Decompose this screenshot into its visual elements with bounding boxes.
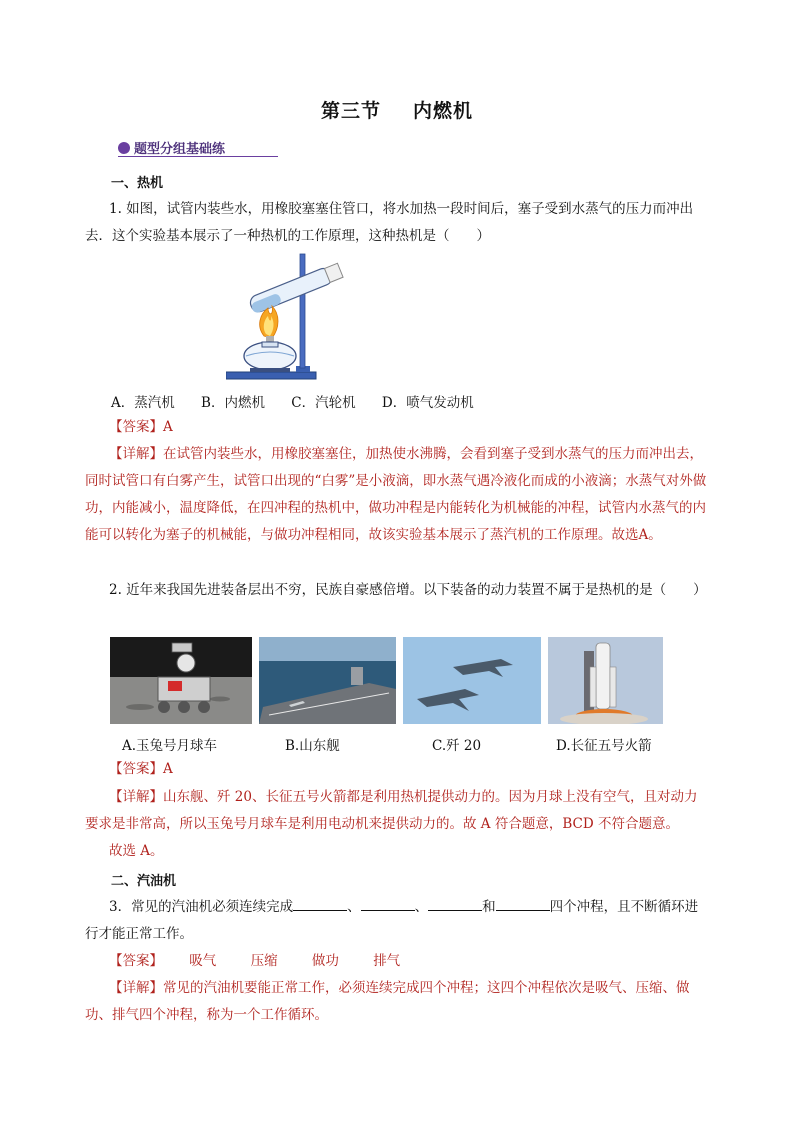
question-2-detail: 【详解】山东舰、歼 20、长征五号火箭都是利用热机提供动力的。因为月球上没有空气，且对动力要求是非常高，所以玉兔号月球车是利用电动机来提供动力的。故 A 符合题意，BCD 不符合题意。 [85, 789, 698, 832]
title-part-2: 内燃机 [413, 100, 474, 122]
question-3-text: 3．常见的汽油机必须连续完成 、 、 和 四个冲程，且不断循环进行才能正常工作。 [85, 899, 699, 942]
answer-blank[interactable] [293, 898, 347, 911]
caption-c: C.歼 20 [432, 738, 482, 754]
lunar-rover-photo [110, 637, 252, 724]
bullet-dot-icon [118, 142, 130, 154]
question-1-text: 1. 如图，试管内装些水，用橡胶塞塞住管口，将水加热一段时间后，塞子受到水蒸气的压力而冲出去．这个实验基本展示了一种热机的工作原理，这种热机是（ ） [85, 201, 694, 244]
question-1-options [111, 391, 496, 411]
section-heading-heat-engine: 一、热机 [111, 176, 164, 191]
question-2-detail-end: 故选 A。 [109, 843, 164, 859]
question-1-answer: 【答案】A [109, 419, 173, 435]
j20-jets-photo [403, 637, 541, 724]
question-2-answer: 【答案】A [109, 761, 173, 777]
answer-blank[interactable] [361, 898, 415, 911]
test-tube-experiment-illustration [226, 250, 354, 385]
long-march-rocket-photo [548, 637, 663, 724]
section-tag-underline [118, 156, 278, 157]
page-title [0, 96, 794, 123]
aircraft-carrier-photo [259, 637, 396, 724]
question-1-detail: 【详解】在试管内装些水，用橡胶塞塞住，加热使水沸腾，会看到塞子受到水蒸气的压力而冲出去，同时试管口有白雾产生，试管口出现的“白雾”是小液滴，即水蒸气遇冷液化而成的小液滴；水蒸气对外做功，内能减小，温度降低，在四冲程的热机中，做功冲程是内能转化为机械能的冲程，试管内水蒸气的内能可以转化为塞子的机械能，与做功冲程相同，故该实验基本展示了蒸汽机的工作原理。故选A。 [85, 446, 707, 543]
caption-d: D.长征五号火箭 [556, 738, 652, 754]
option-c: C．汽轮机 [291, 395, 356, 411]
answer-blank[interactable] [496, 898, 550, 911]
question-2-text: 2. 近年来我国先进装备层出不穷，民族自豪感倍增。以下装备的动力装置不属于是热机的是（ ） [109, 582, 707, 598]
question-3-detail: 【详解】常见的汽油机要能正常工作，必须连续完成四个冲程；这四个冲程依次是吸气、压缩、做功、排气四个冲程，称为一个工作循环。 [85, 980, 690, 1023]
section-heading-gasoline-engine: 二、汽油机 [111, 874, 177, 889]
caption-b: B.山东舰 [285, 738, 340, 754]
caption-a: A.玉兔号月球车 [122, 738, 218, 754]
section-tag [118, 138, 225, 157]
option-b: B．内燃机 [201, 395, 265, 411]
answer-blank[interactable] [428, 898, 482, 911]
section-tag-label: 题型分组基础练 [134, 142, 226, 157]
option-d: D．喷气发动机 [381, 395, 474, 411]
title-part-1: 第三节 [320, 100, 381, 122]
option-a: A．蒸汽机 [111, 395, 175, 411]
question-3-answer: 【答案】 吸气 压缩 做功 排气 [109, 953, 401, 969]
